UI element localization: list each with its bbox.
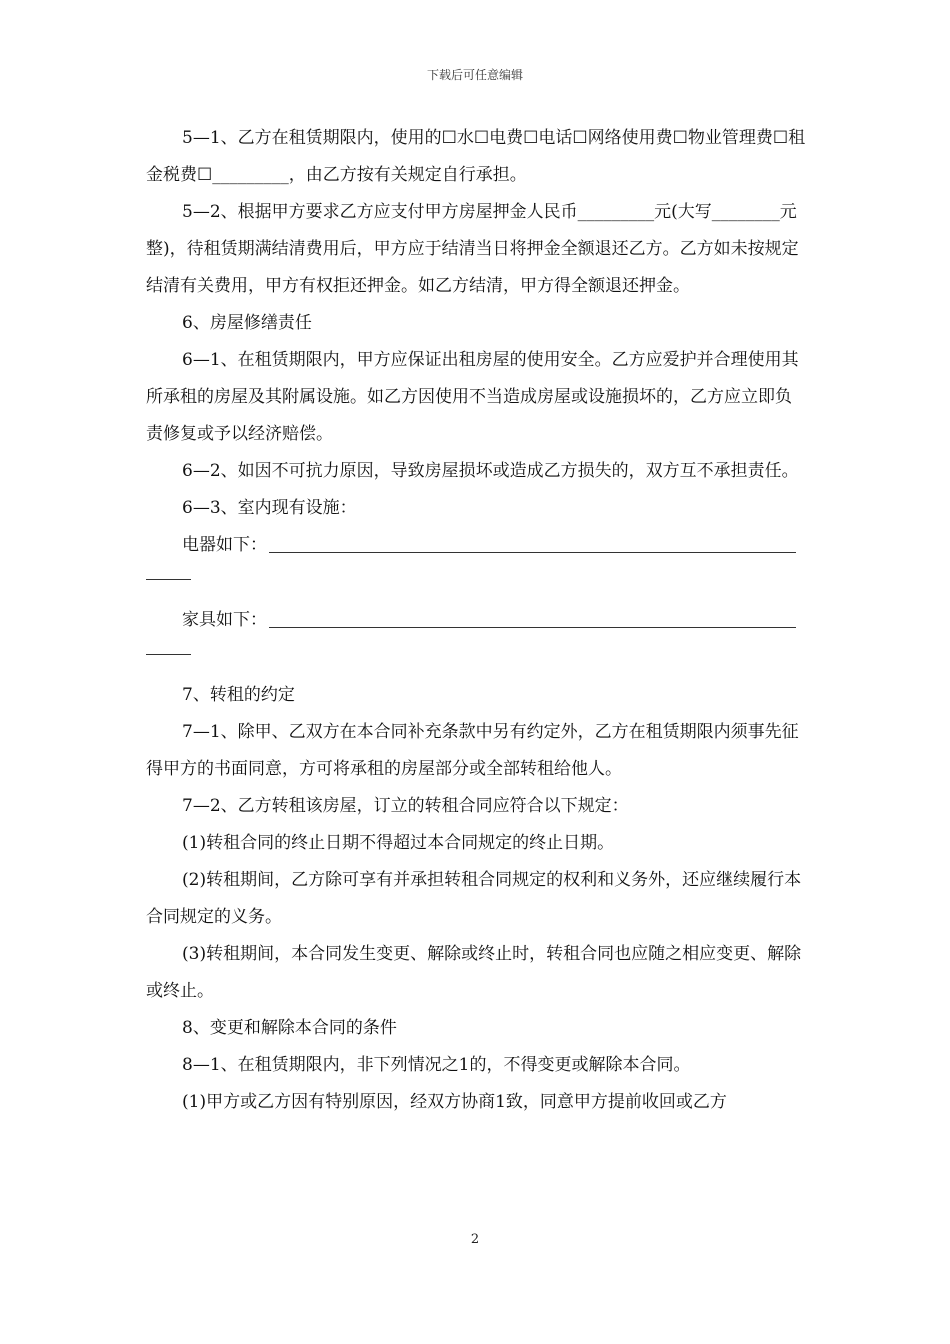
appliances-fill-line bbox=[269, 551, 796, 553]
page-content bbox=[146, 120, 806, 1121]
furniture-fill-line-tail bbox=[146, 653, 191, 655]
furniture-fill-line bbox=[269, 626, 796, 628]
appliances-label: 电器如下： bbox=[182, 535, 267, 555]
clause-7-1: 7—1、除甲、乙双方在本合同补充条款中另有约定外，乙方在租赁期限内须事先征得甲方的书面同意，方可将承租的房屋部分或全部转租给他人。 bbox=[146, 722, 799, 779]
furniture-row bbox=[146, 602, 806, 639]
page-number: 2 bbox=[470, 1232, 480, 1247]
clause-7-2-item-1: (1)转租合同的终止日期不得超过本合同规定的终止日期。 bbox=[182, 833, 615, 853]
clause-8-1: 8—1、在租赁期限内，非下列情况之1的，不得变更或解除本合同。 bbox=[182, 1055, 691, 1075]
page-header: 下载后可任意编辑 bbox=[426, 68, 523, 82]
section-8-heading: 8、变更和解除本合同的条件 bbox=[182, 1018, 397, 1038]
clause-7-2: 7—2、乙方转租该房屋，订立的转租合同应符合以下规定： bbox=[182, 796, 629, 816]
section-6-heading: 6、房屋修缮责任 bbox=[182, 313, 312, 333]
appliances-fill-line-tail bbox=[146, 578, 191, 580]
clause-6-2: 6—2、如因不可抗力原因，导致房屋损坏或造成乙方损失的，双方互不承担责任。 bbox=[182, 461, 799, 481]
clause-5-2: 5—2、根据甲方要求乙方应支付甲方房屋押金人民币_________元(大写________元整)，待租赁期满结清费用后，甲方应于结清当日将押金全额退还乙方。乙方如未按规定结清有关费用，甲方有权拒还押金。如乙方结清，甲方得全额退还押金。 bbox=[146, 202, 799, 296]
appliances-row bbox=[146, 527, 806, 564]
clause-6-1: 6—1、在租赁期限内，甲方应保证出租房屋的使用安全。乙方应爱护并合理使用其所承租的房屋及其附属设施。如乙方因使用不当造成房屋或设施损坏的，乙方应立即负责修复或予以经济赔偿。 bbox=[146, 350, 799, 444]
section-7-heading: 7、转租的约定 bbox=[182, 685, 295, 705]
furniture-label: 家具如下： bbox=[182, 610, 267, 630]
clause-7-2-item-2: (2)转租期间，乙方除可享有并承担转租合同规定的权利和义务外，还应继续履行本合同规定的义务。 bbox=[146, 870, 802, 927]
clause-5-1: 5—1、乙方在租赁期限内，使用的☐水☐电费☐电话☐网络使用费☐物业管理费☐租金税费☐_________，由乙方按有关规定自行承担。 bbox=[146, 128, 806, 185]
clause-8-1-item-1: (1)甲方或乙方因有特别原因，经双方协商1致，同意甲方提前收回或乙方 bbox=[182, 1092, 727, 1112]
clause-6-3: 6—3、室内现有设施： bbox=[182, 498, 357, 518]
clause-7-2-item-3: (3)转租期间，本合同发生变更、解除或终止时，转租合同也应随之相应变更、解除或终止。 bbox=[146, 944, 802, 1001]
